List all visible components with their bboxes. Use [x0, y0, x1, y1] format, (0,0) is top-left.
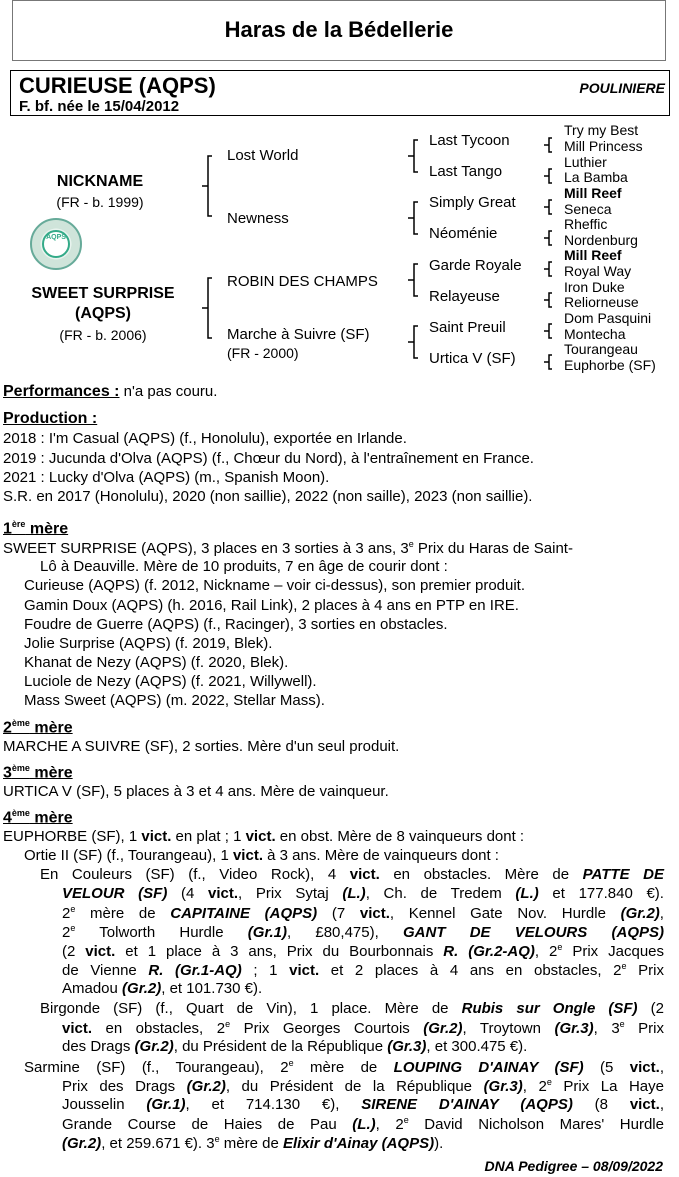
mere4-line6: 2e Tolworth Hurdle (Gr.1), £80,475), GANT DE VELOURS (AQPS) [62, 923, 664, 941]
mere2-text: MARCHE A SUIVRE (SF), 2 sorties. Mère d'un seul produit. [3, 738, 400, 755]
gen3-2: Last Tango [429, 163, 503, 180]
mere4-line13: Sarmine (SF) (f., Tourangeau), 2e mère de LOUPING D'AINAY (SF) (5 vict., [24, 1058, 664, 1076]
mere4-line11: vict. en obstacles, 2e Prix Georges Courtois (Gr.2), Troytown (Gr.3), 3e Prix [62, 1019, 665, 1037]
gen4-2: Mill Princess [564, 138, 643, 154]
header-box [12, 0, 666, 61]
gen2-dam-dam-info: (FR - 2000) [227, 345, 299, 361]
mere4-line3: En Couleurs (SF) (f., Video Rock), 4 vict. en obstacles. Mère de PATTE DE [40, 866, 664, 883]
mere4-line5: 2e mère de CAPITAINE (AQPS) (7 vict., Kennel Gate Nov. Hurdle (Gr.2), [62, 904, 664, 922]
logo-text: AQPS [46, 234, 66, 241]
bracket-sire [198, 150, 228, 230]
gen4-16: Euphorbe (SF) [564, 357, 656, 373]
bracket-gen3-1 [404, 134, 428, 184]
horse-type: POULINIERE [579, 80, 665, 96]
gen3-6: Relayeuse [429, 288, 500, 305]
gen2-sire-sire: Lost World [227, 147, 299, 164]
gen4-5: Mill Reef [564, 185, 622, 201]
horse-subtitle: F. bf. née le 15/04/2012 [19, 98, 180, 115]
gen4-4: La Bamba [564, 169, 628, 185]
gen3-7: Saint Preuil [429, 319, 506, 336]
bracket-gen3-2 [404, 196, 428, 246]
gen4-11: Iron Duke [564, 279, 625, 295]
mere4-line7: (2 vict. et 1 place à 3 ans, Prix du Bourbonnais R. (Gr.2-AQ), 2e Prix Jacques [62, 942, 665, 960]
sire-name: NICKNAME [56, 173, 144, 190]
dam-name: SWEET SURPRISE [31, 285, 175, 302]
horse-name: CURIEUSE (AQPS) [19, 73, 216, 98]
production-line: 2019 : Jucunda d'Olva (AQPS) (f., Chœur du Nord), à l'entraînement en France. [3, 450, 534, 467]
gen4-6: Seneca [564, 201, 612, 217]
gen3-5: Garde Royale [429, 257, 522, 274]
mere4-line12: des Drags (Gr.2), du Président de la République (Gr.3), et 300.475 €). [62, 1038, 528, 1055]
bracket-gen3-4 [404, 320, 428, 370]
production-label: Production : [3, 410, 98, 427]
gen4-8: Nordenburg [564, 232, 638, 248]
production-line: 2021 : Lucky d'Olva (AQPS) (m., Spanish Moon). [3, 469, 330, 486]
bracket-dam [198, 272, 228, 352]
mere4-line15: Jousselin (Gr.1), et 714.130 €), SIRENE D'AINAY (AQPS) (8 vict., [62, 1096, 665, 1113]
mere3-heading: 3ème mère [3, 763, 73, 782]
footer-credit: DNA Pedigree – 08/09/2022 [484, 1158, 663, 1174]
mere4-line14: Prix des Drags (Gr.2), du Président de la République (Gr.3), 2e Prix La Haye [62, 1077, 664, 1095]
performances [3, 383, 217, 401]
production-line: S.R. en 2017 (Honolulu), 2020 (non saillie), 2022 (non saille), 2023 (non saillie). [3, 488, 533, 505]
brackets-gen4 [540, 130, 564, 390]
mere2-heading: 2ème mère [3, 718, 73, 737]
produce-item: Foudre de Guerre (AQPS) (f., Racinger), 3 sorties en obstacles. [24, 616, 448, 633]
mere1-line2: Lô à Deauville. Mère de 10 produits, 7 en âge de courir dont : [40, 558, 448, 575]
mere4-line4: VELOUR (SF) (4 vict., Prix Sytaj (L.), Ch. de Tredem (L.) et 177.840 €). [62, 885, 664, 902]
gen4-13: Dom Pasquini [564, 310, 652, 326]
mere4-line1: EUPHORBE (SF), 1 vict. en plat ; 1 vict. en obst. Mère de 8 vainqueurs dont : [3, 828, 525, 845]
produce-item: Luciole de Nezy (AQPS) (f. 2021, Willywell). [24, 673, 317, 690]
produce-item: Khanat de Nezy (AQPS) (f. 2020, Blek). [24, 654, 289, 671]
produce-item: Curieuse (AQPS) (f. 2012, Nickname – voir ci-dessus), son premier produit. [24, 577, 526, 594]
gen4-3: Luthier [564, 154, 607, 170]
aqps-logo-icon [30, 218, 82, 270]
mere3-text: URTICA V (SF), 5 places à 3 et 4 ans. Mère de vainqueur. [3, 783, 389, 800]
sire-info: (FR - b. 1999) [56, 194, 144, 210]
mere4-line2: Ortie II (SF) (f., Tourangeau), 1 vict. à 3 ans. Mère de vainqueurs dont : [24, 847, 499, 864]
gen2-dam-dam: Marche à Suivre (SF) [227, 326, 370, 343]
mere4-line16: Grande Course de Haies de Pau (L.), 2e David Nicholson Mares' Hurdle [62, 1115, 664, 1133]
gen4-1: Try my Best [564, 122, 639, 138]
gen2-sire-dam: Newness [227, 210, 289, 227]
gen3-8: Urtica V (SF) [429, 350, 516, 367]
dam-name-suffix: (AQPS) [75, 305, 131, 322]
produce-item: Gamin Doux (AQPS) (h. 2016, Rail Link), 2 places à 4 ans en PTP en IRE. [24, 597, 519, 614]
gen4-10: Royal Way [564, 263, 632, 279]
gen3-1: Last Tycoon [429, 132, 510, 149]
gen2-dam-sire: ROBIN DES CHAMPS [227, 273, 378, 290]
gen4-15: Tourangeau [564, 341, 638, 357]
produce-item: Mass Sweet (AQPS) (m. 2022, Stellar Mass). [24, 692, 325, 709]
gen4-12: Reliorneuse [564, 294, 639, 310]
gen3-3: Simply Great [429, 194, 516, 211]
horse-box [10, 70, 670, 116]
mere4-line9: Amadou (Gr.2), et 101.730 €). [62, 980, 263, 997]
page-title: Haras de la Bédellerie [224, 17, 454, 42]
gen4-9: Mill Reef [564, 247, 622, 263]
bracket-gen3-3 [404, 258, 428, 308]
mere4-line10: Birgonde (SF) (f., Quart de Vin), 1 place. Mère de Rubis sur Ongle (SF) (2 [40, 1000, 664, 1017]
gen4-14: Montecha [564, 326, 626, 342]
produce-item: Jolie Surprise (AQPS) (f. 2019, Blek). [24, 635, 273, 652]
mere4-heading: 4ème mère [3, 808, 73, 827]
gen4-7: Rheffic [564, 216, 608, 232]
production-line: 2018 : I'm Casual (AQPS) (f., Honolulu), exportée en Irlande. [3, 430, 407, 447]
mere1-heading: 1ère mère [3, 519, 69, 538]
mere1-line1: SWEET SURPRISE (AQPS), 3 places en 3 sorties à 3 ans, 3e Prix du Haras de Saint- [3, 539, 573, 557]
performances-text: n'a pas couru. [119, 383, 218, 400]
dam-info: (FR - b. 2006) [59, 327, 147, 343]
mere4-line17: (Gr.2), et 259.671 €). 3e mère de Elixir d'Ainay (AQPS)). [62, 1134, 444, 1152]
gen3-4: Néoménie [429, 225, 498, 242]
performances-label: Performances : [3, 383, 120, 400]
mere4-line8: de Vienne R. (Gr.1-AQ) ; 1 vict. et 2 places à 4 ans en obstacles, 2e Prix [62, 961, 664, 979]
